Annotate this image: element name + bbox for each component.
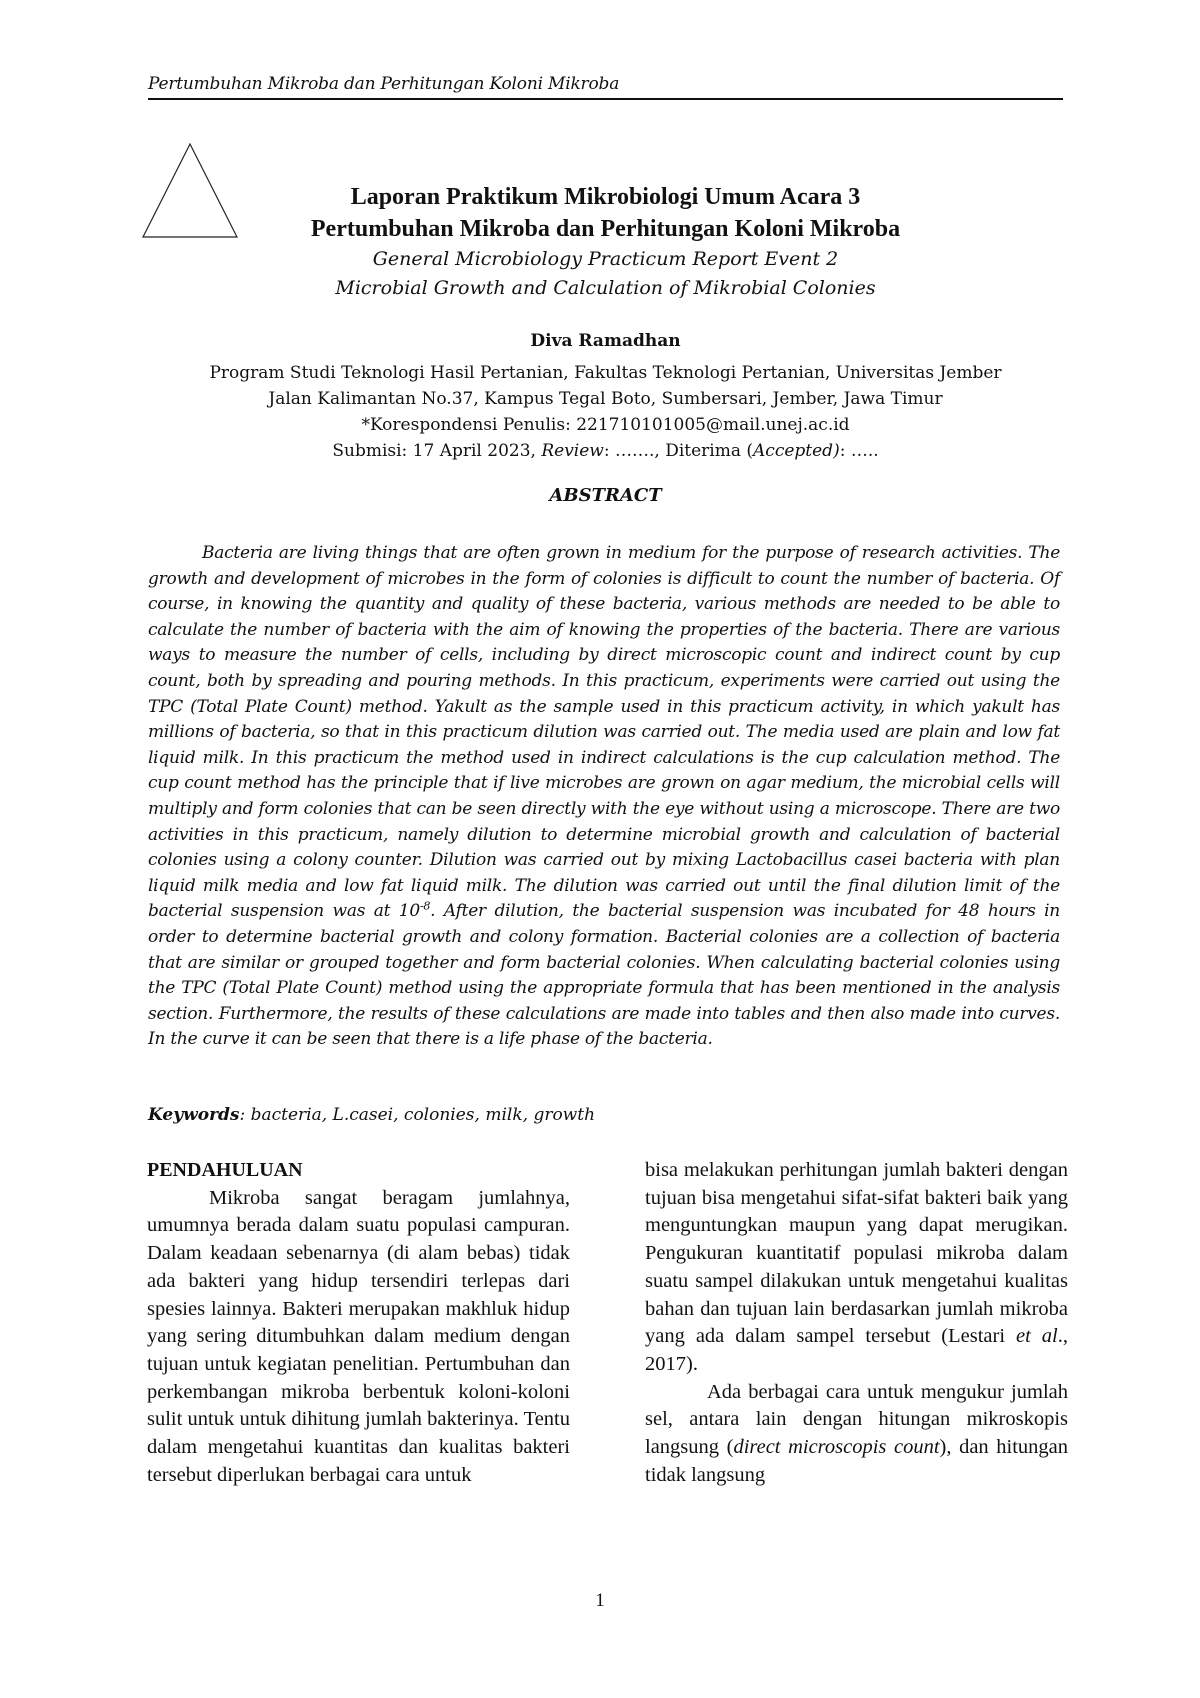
review-value: : ……., Diterima ( <box>603 441 754 461</box>
running-header: Pertumbuhan Mikroba dan Perhitungan Koloni Mikroba <box>148 74 1063 100</box>
paper-title-line-2: Pertumbuhan Mikroba dan Perhitungan Koloni Mikroba <box>310 216 901 242</box>
abstract-superscript: -8 <box>419 899 431 913</box>
body-column-right <box>645 1157 1068 1489</box>
author-address: Jalan Kalimantan No.37, Kampus Tegal Boto, Sumbersari, Jember, Jawa Timur <box>268 389 943 409</box>
accepted-label: Accepted) <box>753 441 840 461</box>
abstract-heading: ABSTRACT <box>549 485 662 506</box>
author-block <box>148 328 1063 464</box>
intro-paragraph-2-italic: direct microscopis count <box>733 1436 940 1459</box>
intro-paragraph-2 <box>645 1379 1068 1490</box>
paper-title-line-1: Laporan Praktikum Mikrobiologi Umum Acara 3 <box>350 184 861 210</box>
intro-paragraph-1-continued <box>645 1157 1068 1379</box>
title-block <box>148 181 1063 303</box>
keywords-text: : bacteria, L.casei, colonies, milk, growth <box>239 1105 596 1125</box>
review-label: Review <box>541 441 604 461</box>
keywords-label: Keywords <box>148 1105 240 1125</box>
correspondence-line: *Korespondensi Penulis: 221710101005@mail.unej.ac.id <box>361 415 850 435</box>
body-column-left <box>147 1157 570 1489</box>
author-affiliation: Program Studi Teknologi Hasil Pertanian, Fakultas Teknologi Pertanian, Universitas Jember <box>209 363 1002 383</box>
english-title-line-1: General Microbiology Practicum Report Event 2 <box>372 248 839 270</box>
intro-paragraph-1-text: Mikroba sangat beragam jumlahnya, umumnya berada dalam suatu populasi campuran. Dalam keadaan sebenarnya (di alam bebas) tidak ada bakteri yang hidup tersendiri terlepas dari spesies lainnya. Bakteri merupakan makhluk hidup yang sering ditumbuhkan dalam medium dengan tujuan untuk kegiatan penelitian. Pertumbuhan dan perkembangan mikroba berbentuk koloni-koloni sulit untuk untuk dihitung jumlah bakterinya. Tentu dalam mengetahui kuantitas dan kualitas bakteri tersebut diperlukan berbagai cara untuk <box>147 1186 570 1486</box>
abstract-text-part-2: . After dilution, the bacterial suspension was incubated for 48 hours in order to determine bacterial growth and colony formation. Bacterial colonies are a collection of bacteria that are similar or grouped together and form bacterial colonies. When calculating bacterial colonies using the TPC (Total Plate Count) method using the appropriate formula that has been mentioned in the analysis section. Furthermore, the results of these calculations are made into tables and then also made into curves. In the curve it can be seen that there is a life phase of the bacteria. <box>148 901 1061 1050</box>
intro-paragraph-1 <box>147 1185 570 1490</box>
abstract-text-part-1: Bacteria are living things that are often grown in medium for the purpose of research activities. The growth and development of microbes in the form of colonies is difficult to count the number of bacteria. Of course, in knowing the quantity and quality of these bacteria, various methods are needed to be able to calculate the number of bacteria with the aim of knowing the properties of the bacteria. There are various ways to measure the number of cells, including by direct microscopic count and indirect count by cup count, both by spreading and pouring methods. In this practicum, experiments were carried out using the TPC (Total Plate Count) method. Yakult as the sample used in this practicum activity, in which yakult has millions of bacteria, so that in this practicum dilution was carried out. The media used are plain and low fat liquid milk. In this practicum the method used in indirect calculations is the cup calculation method. The cup count method has the principle that if live microbes are grown on agar medium, the microbial cells will multiply and form colonies that can be seen directly with the eye without using a microscope. There are two activities in this practicum, namely dilution to determine microbial growth and calculation of bacterial colonies using a colony counter. Dilution was carried out by mixing Lactobacillus casei bacteria with plan liquid milk media and low fat liquid milk. The dilution was carried out until the final dilution limit of the bacterial suspension was at 10 <box>148 543 1060 922</box>
keywords-line <box>148 1105 1063 1125</box>
et-al: et al <box>1016 1325 1058 1348</box>
author-name: Diva Ramadhan <box>530 331 681 351</box>
intro-paragraph-2-text: Ada berbagai cara untuk mengukur jumlah sel, antara lain dengan hitungan mikroskopis langsung ( <box>645 1380 1068 1459</box>
submission-date: Submisi: 17 April 2023, <box>332 441 542 461</box>
page-number: 1 <box>595 1590 605 1611</box>
submission-line <box>148 438 1063 464</box>
intro-paragraph-2-end: ), dan hitungan tidak langsung <box>645 1436 1068 1486</box>
section-heading: PENDAHULUAN <box>147 1159 303 1181</box>
abstract-body <box>148 541 1060 1053</box>
citation-end: ., 2017). <box>645 1325 1068 1375</box>
accepted-value: : ….. <box>839 441 879 461</box>
intro-continued-text: bisa melakukan perhitungan jumlah bakteri dengan tujuan bisa mengetahui sifat-sifat bakteri baik yang menguntungkan maupun yang dapat merugikan. Pengukuran kuantitatif populasi mikroba dalam suatu sampel dilakukan untuk mengetahui kualitas bahan dan tujuan lain berdasarkan jumlah mikroba yang ada dalam sampel tersebut (Lestari <box>645 1159 1068 1348</box>
english-title-line-2: Microbial Growth and Calculation of Mikrobial Colonies <box>335 277 876 299</box>
